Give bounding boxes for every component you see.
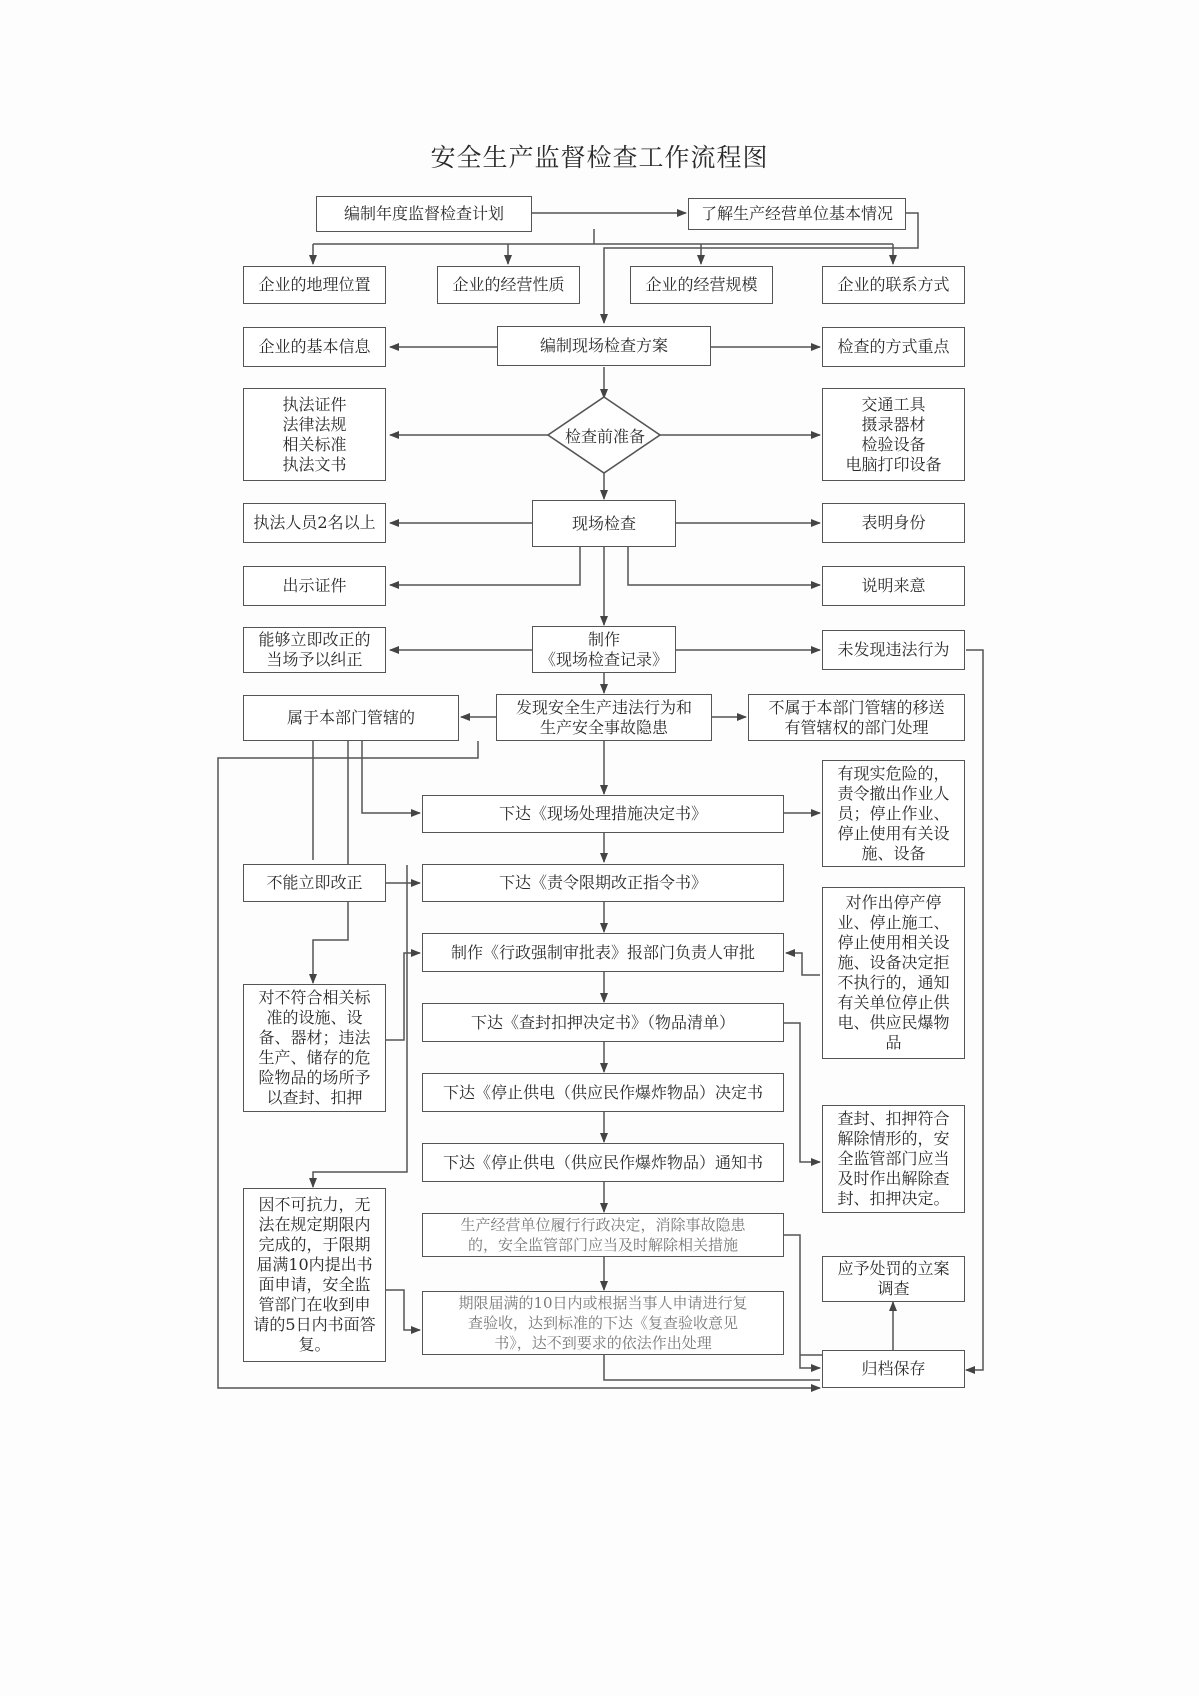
basic-info-box: 企业的基本信息 — [243, 327, 386, 367]
stop-supply-notice-box: 下达《停止供电（供应民作爆炸物品）通知书 — [422, 1143, 784, 1182]
method-box: 检查的方式重点 — [822, 327, 965, 367]
make-plan-box: 编制现场检查方案 — [497, 326, 711, 366]
show-cert-box: 出示证件 — [243, 566, 386, 606]
seal-items-box: 对不符合相关标 准的设施、设 备、器材；违法 生产、储存的危 险物品的场所予 以查封、扣押 — [243, 984, 386, 1112]
equipment-box: 交通工具 摄录器材 检验设备 电脑打印设备 — [822, 388, 965, 481]
transfer-box: 不属于本部门管辖的移送 有管辖权的部门处理 — [748, 694, 965, 741]
seal-decision-box: 下达《查封扣押决定书》（物品清单） — [422, 1003, 784, 1042]
measures-box: 下达《现场处理措施决定书》 — [422, 795, 784, 833]
danger-box: 有现实危险的， 责令撤出作业人 员；停止作业、 停止使用有关设 施、设备 — [822, 760, 965, 867]
stop-supply-decision-box: 下达《停止供电（供应民作爆炸物品）决定书 — [422, 1073, 784, 1112]
recheck-box: 期限届满的10日内或根据当事人申请进行复 查验收，达到标准的下达《复查验收意见 书》，达不到要求的依法作出处理 — [422, 1291, 784, 1355]
archive-box: 归档保存 — [822, 1350, 965, 1388]
diagram-title: 安全生产监督检查工作流程图 — [430, 143, 769, 172]
penalty-box: 应予处罚的立案 调查 — [822, 1256, 965, 1302]
found-box: 发现安全生产违法行为和 生产安全事故隐患 — [496, 694, 712, 741]
correct-now-box: 能够立即改正的 当场予以纠正 — [243, 627, 386, 673]
cannot-correct-box: 不能立即改正 — [243, 864, 386, 902]
onsite-box: 现场检查 — [532, 500, 676, 547]
fulfill-box: 生产经营单位履行行政决定，消除事故隐患 的，安全监管部门应当及时解除相关措施 — [422, 1213, 784, 1257]
refuse-box: 对作出停产停 业、停止施工、 停止使用相关设 施、设备决定拒 不执行的，通知 有关单位停止供 电、供应民爆物 品 — [822, 887, 965, 1059]
record-box: 制作 《现场检查记录》 — [532, 626, 676, 673]
staff-box: 执法人员2名以上 — [243, 503, 386, 543]
rectify-box: 下达《责令限期改正指令书》 — [422, 864, 784, 902]
docs-box: 执法证件 法律法规 相关标准 执法文书 — [243, 388, 386, 481]
nature-box: 企业的经营性质 — [437, 266, 580, 304]
geo-box: 企业的地理位置 — [243, 266, 386, 304]
release-box: 查封、扣押符合 解除情形的，安 全监管部门应当 及时作出解除查 封、扣押决定。 — [822, 1105, 965, 1213]
no-violation-box: 未发现违法行为 — [822, 630, 965, 670]
understand-box: 了解生产经营单位基本情况 — [688, 198, 906, 230]
identity-box: 表明身份 — [822, 503, 965, 543]
scale-box: 企业的经营规模 — [630, 266, 773, 304]
force-majeure-box: 因不可抗力，无 法在规定期限内 完成的，于限期 届满10内提出书 面申请，安全监 管部门在收到申 请的5日内书面答 复。 — [243, 1188, 386, 1362]
purpose-box: 说明来意 — [822, 566, 965, 606]
approval-box: 制作《行政强制审批表》报部门负责人审批 — [422, 933, 784, 972]
jurisdiction-box: 属于本部门管辖的 — [243, 695, 459, 741]
contact-box: 企业的联系方式 — [822, 266, 965, 304]
plan-box: 编制年度监督检查计划 — [316, 196, 532, 232]
pre-check-label: 检查前准备 — [564, 427, 645, 446]
